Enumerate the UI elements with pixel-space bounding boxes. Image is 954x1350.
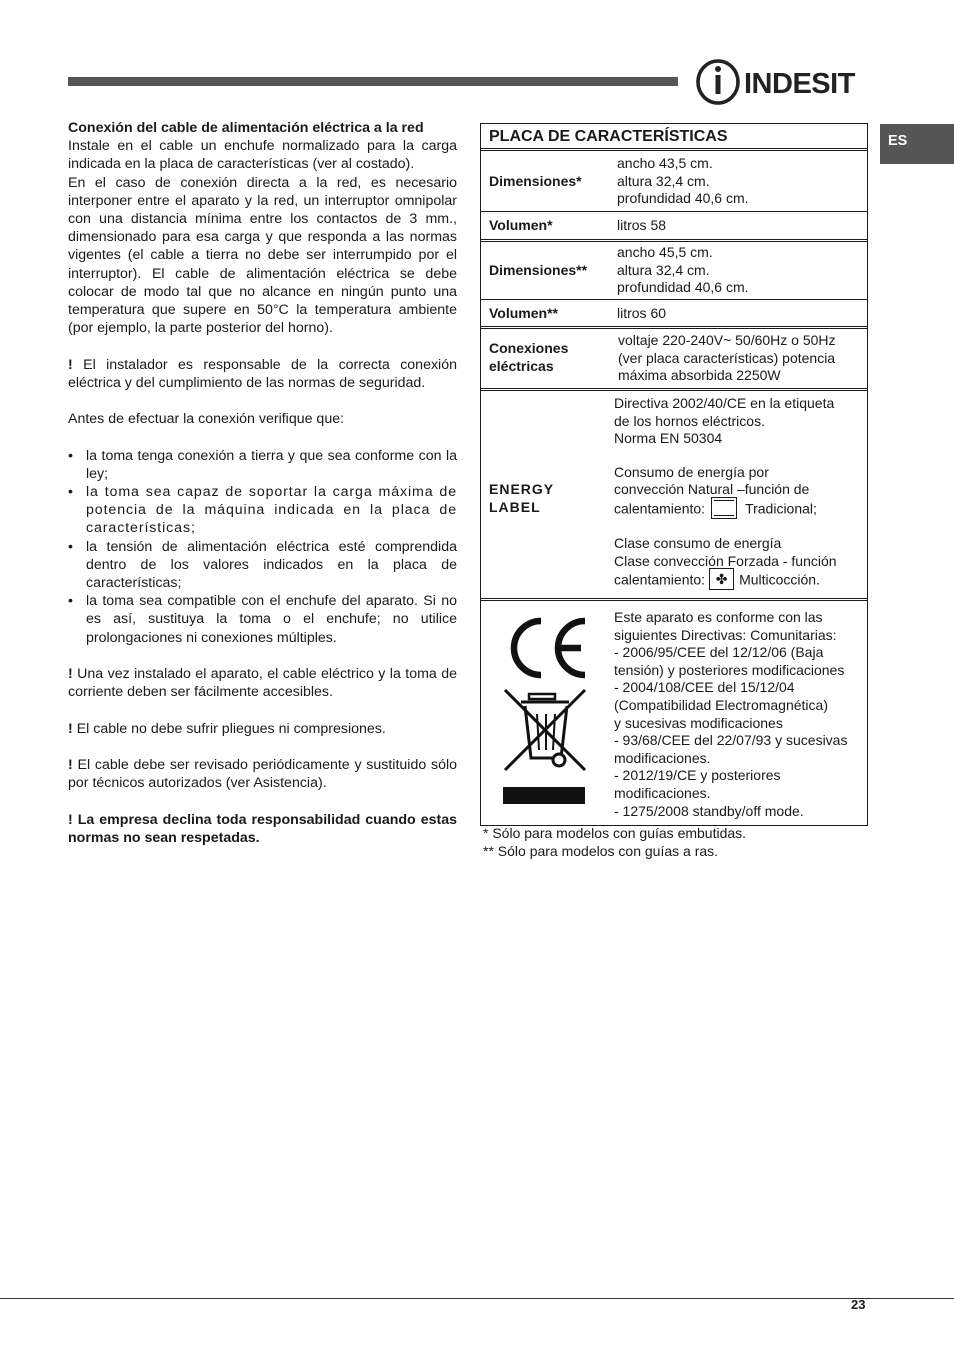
section-title: Conexión del cable de alimentación eléctrica a la red: [68, 120, 424, 136]
warning-no-folds: ! El cable no debe sufrir pliegues ni compresiones.: [68, 720, 386, 737]
warning-installer: ! El instalador es responsable de la correcta conexión eléctrica y del cumplimiento de las normas de seguridad.: [68, 356, 457, 391]
warning-accessible: ! Una vez instalado el aparato, el cable eléctrico y la toma de corriente deben ser fácilmente accesibles.: [68, 666, 457, 701]
energy-label: ENERGY LABEL: [489, 481, 555, 515]
fan-oven-icon: ✤: [709, 568, 734, 590]
brand-text: INDESIT: [744, 68, 855, 100]
footnote: ** Sólo para modelos con guías a ras.: [483, 843, 719, 860]
table-row: [481, 212, 867, 242]
volume-value: litros 60: [617, 305, 667, 321]
conventional-oven-icon: [711, 497, 737, 519]
table-row: [481, 151, 867, 212]
specifications-table: [480, 123, 868, 826]
energy-value: Directiva 2002/40/CE en la etiqueta de los hornos eléctricos. Norma EN 50304 Consumo de energía por convección Natural –función de calentamiento: Tradicional; Clase consumo de energía Clase convección Forzada - función calentamiento: ✤ Multicocción.: [614, 395, 861, 592]
footnote: * Sólo para modelos con guías embutidas.: [483, 825, 747, 841]
list-item: • la toma sea capaz de soportar la carga máxima de potencia de la máquina indicada en la placa de características;: [68, 483, 457, 538]
indesit-logo: [694, 58, 870, 106]
table-row: [481, 391, 867, 601]
connection-instructions: [68, 119, 457, 847]
volume-value: litros 58: [617, 217, 667, 233]
header-bar: [68, 77, 678, 86]
table-row: [481, 601, 867, 825]
ce-mark-icon: [503, 615, 593, 681]
paragraph-direct-connection: En el caso de conexión directa a la red, es necesario interponer entre el aparato y la red, un interruptor omnipolar con una distancia mínima entre los contactos de 3 mm., dimensionado para esa carga y que responda a las normas vigentes (el cable a tierra no debe ser interrumpido por el interruptor). El cable de alimentación eléctrica se debe colocar de modo tal que no alcance en ningún punto una temperatura que supere en 50°C la temperatura ambiente (por ejemplo, la parte posterior del horno).: [68, 174, 457, 337]
warning-liability: ! La empresa declina toda responsabilidad cuando estas normas no sean respetadas.: [68, 811, 457, 846]
dimensions-label: Dimensiones*: [489, 173, 582, 189]
table-header: PLACA DE CARACTERÍSTICAS: [481, 124, 867, 151]
paragraph-plug: Instale en el cable un enchufe normalizado para la carga indicada en la placa de características (ver al costado).: [68, 138, 457, 173]
list-item: • la toma sea compatible con el enchufe del aparato. Si no es así, sustituya la toma o el enchufe; no utilice prolongaciones ni conexiones múltiples.: [68, 592, 457, 647]
weee-crossed-bin-icon: [503, 688, 589, 805]
table-row: [481, 329, 867, 391]
dimensions-label: Dimensiones**: [489, 262, 588, 278]
dimensions-value: ancho 45,5 cm. altura 32,4 cm. profundidad 40,6 cm.: [617, 244, 749, 296]
list-item: • la toma tenga conexión a tierra y que sea conforme con la ley;: [68, 447, 457, 483]
electrical-value: voltaje 220-240V~ 50/60Hz o 50Hz (ver placa características) potencia máxima absorbida 2250W: [618, 332, 836, 384]
check-list: [68, 447, 457, 647]
footnotes: [483, 824, 746, 861]
list-item: • la tensión de alimentación eléctrica esté comprendida dentro de los valores indicados en la placa de características;: [68, 538, 457, 593]
footer-divider: [0, 1298, 954, 1299]
language-tab[interactable]: ES: [880, 124, 954, 164]
dimensions-value: ancho 43,5 cm. altura 32,4 cm. profundidad 40,6 cm.: [617, 155, 749, 207]
volume-label: Volumen*: [489, 217, 553, 233]
volume-label: Volumen**: [489, 305, 558, 321]
warning-inspection: ! El cable debe ser revisado periódicamente y sustituido sólo por técnicos autorizados (ver Asistencia).: [68, 757, 457, 792]
conformity-text: Este aparato es conforme con las siguientes Directivas: Comunitarias: - 2006/95/CEE del 12/12/06 (Baja tensión) y posteriores modificaciones - 2004/108/CEE del 15/12/04 (Compatibilidad Electromagnética) y sucesivas modificaciones - 93/68/CEE del 22/07/93 y sucesivas modificaciones. - 2012/19/CE y posteriores modificaciones. - 1275/2008 standby/off mode.: [614, 609, 848, 819]
check-intro: Antes de efectuar la conexión verifique que:: [68, 411, 345, 428]
table-row: [481, 300, 867, 329]
page-number: 23: [851, 1297, 866, 1312]
electrical-label: Conexiones eléctricas: [489, 340, 569, 374]
table-row: [481, 242, 867, 300]
